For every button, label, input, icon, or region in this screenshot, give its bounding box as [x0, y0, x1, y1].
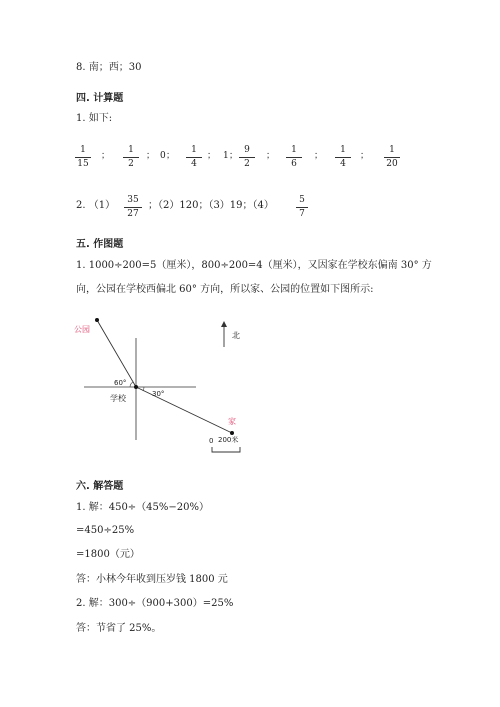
denominator: 20 [386, 159, 398, 169]
answer-line-8: 8. 南；西；30 [76, 62, 142, 73]
numerator: 9 [244, 145, 250, 155]
north-label: 北 [232, 331, 240, 340]
fraction-bar [124, 207, 142, 208]
integer-answer-5: 1 [223, 151, 229, 161]
numerator: 1 [191, 145, 197, 155]
section-4-title: 四. 计算题 [76, 93, 124, 104]
fraction-answer-8 [335, 145, 351, 170]
solution-1-line-2: =450÷25% [76, 525, 135, 536]
separator: ； [229, 151, 239, 161]
numerator: 1 [291, 145, 297, 155]
numerator: 1 [340, 145, 346, 155]
fraction-bar [123, 157, 139, 158]
separator: ； [314, 151, 324, 161]
solution-1-line-1: 1. 解：450÷（45%−20%） [76, 502, 210, 513]
fraction-answer-4 [186, 145, 202, 170]
numerator: 1 [80, 145, 86, 155]
line-to-home [136, 387, 232, 433]
denominator: 4 [191, 159, 197, 169]
denominator: 2 [128, 159, 134, 169]
question-2-middle: ；（2）120；（3）19；（4） [148, 200, 274, 211]
home-point [230, 431, 234, 435]
drawing-explanation-line-1: 1. 1000÷200=5（厘米），800÷200=4（厘米），又因家在学校东偏南 30° 方 [76, 260, 432, 271]
fraction-bar [286, 157, 302, 158]
angle-30-label: 30° [152, 390, 165, 398]
angle-60-label: 60° [114, 379, 127, 387]
question-2-prefix: 2. （1） [76, 200, 116, 211]
fraction-answer-6 [239, 145, 255, 170]
scale-bar [212, 447, 240, 452]
section-6-title: 六. 解答题 [76, 481, 124, 492]
integer-answer-3: 0 [160, 151, 166, 161]
drawing-explanation-line-2: 向，公园在学校西偏北 60° 方向，所以家、公园的位置如下图所示: [76, 284, 374, 295]
separator: ； [360, 151, 370, 161]
numerator: 1 [389, 145, 395, 155]
fraction-bar [335, 157, 351, 158]
scale-distance-label: 200米 [218, 436, 239, 444]
fraction-bar [384, 157, 400, 158]
fraction-answer-9 [384, 145, 400, 170]
numerator: 5 [299, 195, 305, 205]
north-arrow-icon [221, 321, 227, 327]
denominator: 15 [77, 159, 89, 169]
separator: ； [207, 151, 217, 161]
denominator: 2 [244, 159, 250, 169]
denominator: 27 [127, 209, 139, 219]
denominator: 6 [291, 159, 297, 169]
line-to-park [97, 320, 136, 387]
question-1-intro: 1. 如下: [76, 113, 113, 124]
q2-fraction-1 [124, 195, 142, 220]
home-label: 家 [228, 417, 236, 426]
fraction-bar [239, 157, 255, 158]
park-label: 公园 [74, 325, 90, 334]
q2-fraction-2 [296, 195, 308, 220]
numerator: 1 [128, 145, 134, 155]
fraction-answer-7 [286, 145, 302, 170]
fraction-answer-1 [75, 145, 91, 170]
numerator: 35 [127, 195, 139, 205]
denominator: 7 [299, 209, 305, 219]
separator: ； [146, 151, 156, 161]
denominator: 4 [340, 159, 346, 169]
section-5-title: 五. 作图题 [76, 239, 124, 250]
separator: ； [101, 151, 111, 161]
separator: ； [266, 151, 276, 161]
fraction-bar [186, 157, 202, 158]
school-label: 学校 [110, 394, 126, 403]
fraction-bar [296, 207, 308, 208]
fraction-answer-2 [123, 145, 139, 170]
school-point [134, 385, 138, 389]
solution-1-answer: 答：小林今年收到压岁钱 1800 元 [76, 574, 228, 585]
separator: ； [166, 151, 176, 161]
solution-2-line-1: 2. 解：300÷（900+300）=25% [76, 598, 234, 609]
park-point [95, 318, 99, 322]
fraction-bar [75, 157, 91, 158]
position-diagram [60, 305, 260, 455]
solution-2-answer: 答：节省了 25%。 [76, 623, 162, 634]
angle-arc-60 [130, 382, 133, 387]
solution-1-line-3: =1800（元） [76, 549, 140, 560]
scale-zero-label: 0 [209, 437, 214, 445]
